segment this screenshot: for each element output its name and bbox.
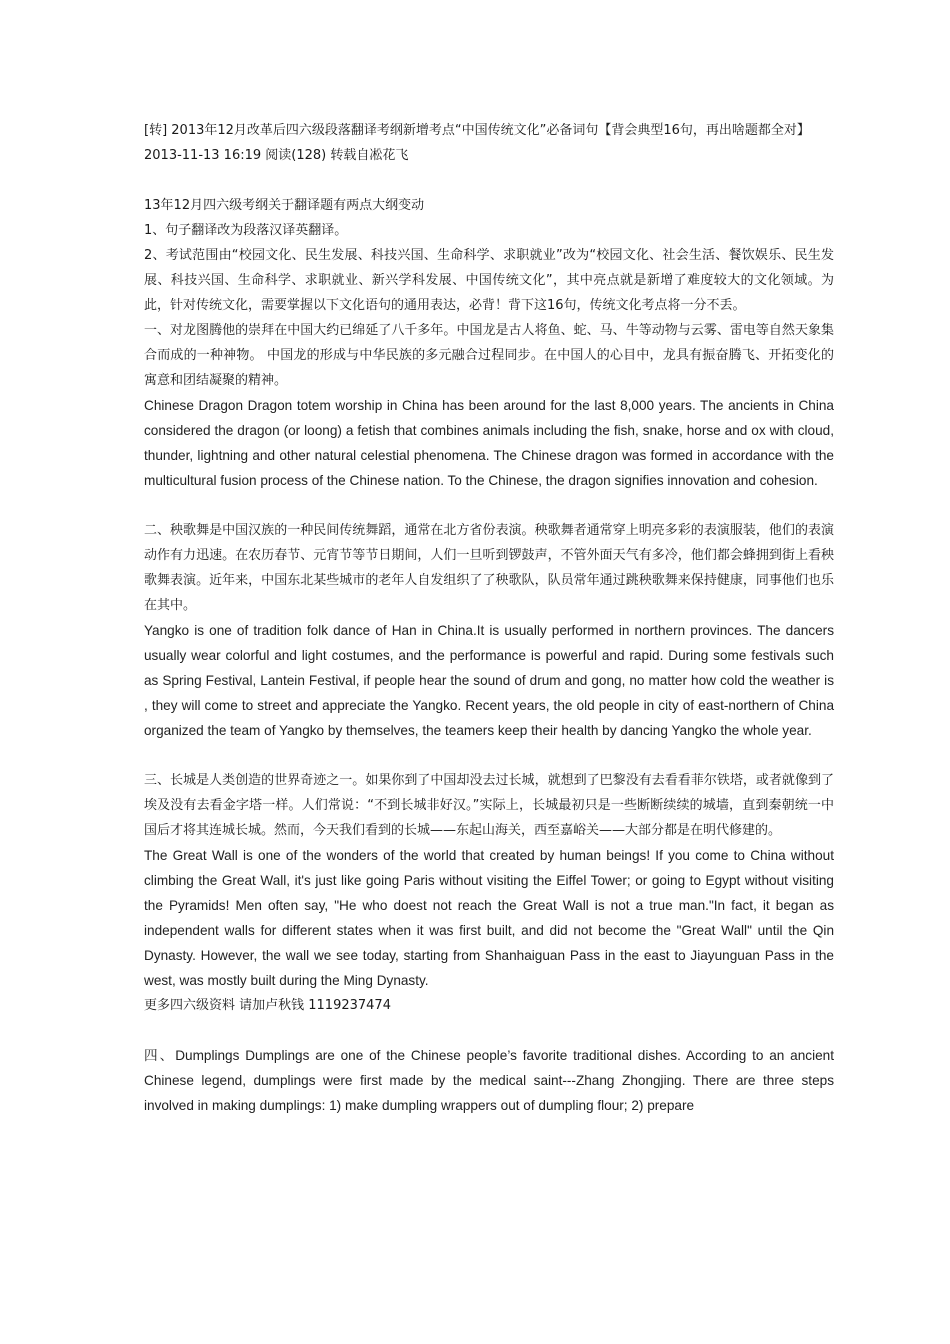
- spacer: [144, 168, 834, 193]
- article: [144, 118, 834, 1118]
- section-1-english: Chinese Dragon Dragon totem worship in China has been around for the last 8,000 years. The ancients in China considered the dragon (or loong) a fetish that combines animals including the fish, snake, horse and ox with cloud, thunder, lightning and other natural celestial phenomena. The Chinese dragon was formed in accordance with the multicultural fusion process of the Chinese nation. To the Chinese, the dragon signifies innovation and cohesion.: [144, 398, 834, 488]
- spacer: [144, 1018, 834, 1043]
- article-meta: 2013-11-13 16:19 阅读(128) 转载自凇花飞: [144, 148, 409, 163]
- intro-heading: 13年12月四六级考纲关于翻译题有两点大纲变动: [144, 198, 425, 213]
- section-3-english: The Great Wall is one of the wonders of the world that created by human beings! If you come to China without climbing the Great Wall, it's just like going Paris without visiting the Eiffel Tower; or going to Egypt without visiting the Pyramids! Men often say, "He who doest not reach the Great Wall is not a true man."In fact, it began as independent walls for different states when it was first built, and did not become the "Great Wall" until the Qin Dynasty. However, the wall we see today, starting from Shanhaiguan Pass in the east to Jiayunguan Pass in the west, was mostly built during the Ming Dynasty.: [144, 848, 834, 988]
- article-title: [转] 2013年12月改革后四六级段落翻译考纲新增考点“中国传统文化”必备词句【背会典型16句，再出啥题都全对】: [144, 123, 810, 138]
- section-2-english: Yangko is one of tradition folk dance of Han in China.It is usually performed in northern provinces. The dancers usually wear colorful and light costumes, and the performance is powerful and rapid. During some festivals such as Spring Festival, Lantein Festival, if people hear the sound of drum and gong, no matter how cold the weather is , they will come to street and appreciate the Yangko. Recent years, the old people in city of east-northern of China organized the team of Yangko by themselves, the teamers keep their health by dancing Yangko the whole year.: [144, 623, 834, 738]
- spacer: [144, 493, 834, 518]
- section-3-chinese: 三、长城是人类创造的世界奇迹之一。如果你到了中国却没去过长城，就想到了巴黎没有去看看菲尔铁塔，或者就像到了埃及没有去看金字塔一样。人们常说：“不到长城非好汉。”实际上，长城最初只是一些断断续续的城墙，直到秦朝统一中国后才将其连城长城。然而，今天我们看到的长城——东起山海关，西至嘉峪关——大部分都是在明代修建的。: [144, 773, 834, 838]
- section-2-chinese: 二、秧歌舞是中国汉族的一种民间传统舞蹈，通常在北方省份表演。秧歌舞者通常穿上明亮多彩的表演服装，他们的表演动作有力迅速。在农历春节、元宵节等节日期间，人们一旦听到锣鼓声，不管外面天气有多冷，他们都会蜂拥到街上看秧歌舞表演。近年来，中国东北某些城市的老年人自发组织了了秧歌队，队员常年通过跳秧歌舞来保持健康，同事他们也乐在其中。: [144, 523, 834, 613]
- intro-point-1: 1、句子翻译改为段落汉译英翻译。: [144, 223, 348, 238]
- spacer: [144, 743, 834, 768]
- contact-note: 更多四六级资料 请加卢秋钱 1119237474: [144, 998, 391, 1013]
- section-4-text: 四、Dumplings Dumplings are one of the Chinese people’s favorite traditional dishes. According to an ancient Chinese legend, dumplings were first made by the medical saint---Zhang Zhongjing. There are three steps involved in making dumplings: 1) make dumpling wrappers out of dumpling flour; 2) prepare: [144, 1048, 834, 1113]
- section-1-chinese: 一、对龙图腾他的崇拜在中国大约已绵延了八千多年。中国龙是古人将鱼、蛇、马、牛等动物与云雾、雷电等自然天象集合而成的一种神物。 中国龙的形成与中华民族的多元融合过程同步。在中国人的心目中，龙具有振奋腾飞、开拓变化的寓意和团结凝聚的精神。: [144, 323, 834, 388]
- intro-point-2: 2、考试范围由“校园文化、民生发展、科技兴国、生命科学、求职就业”改为“校园文化、社会生活、餐饮娱乐、民生发展、科技兴国、生命科学、求职就业、新兴学科发展、中国传统文化”，其中亮点就是新增了难度较大的文化领域。为此，针对传统文化，需要掌握以下文化语句的通用表达，必背！背下这16句，传统文化考点将一分不丢。: [144, 248, 834, 313]
